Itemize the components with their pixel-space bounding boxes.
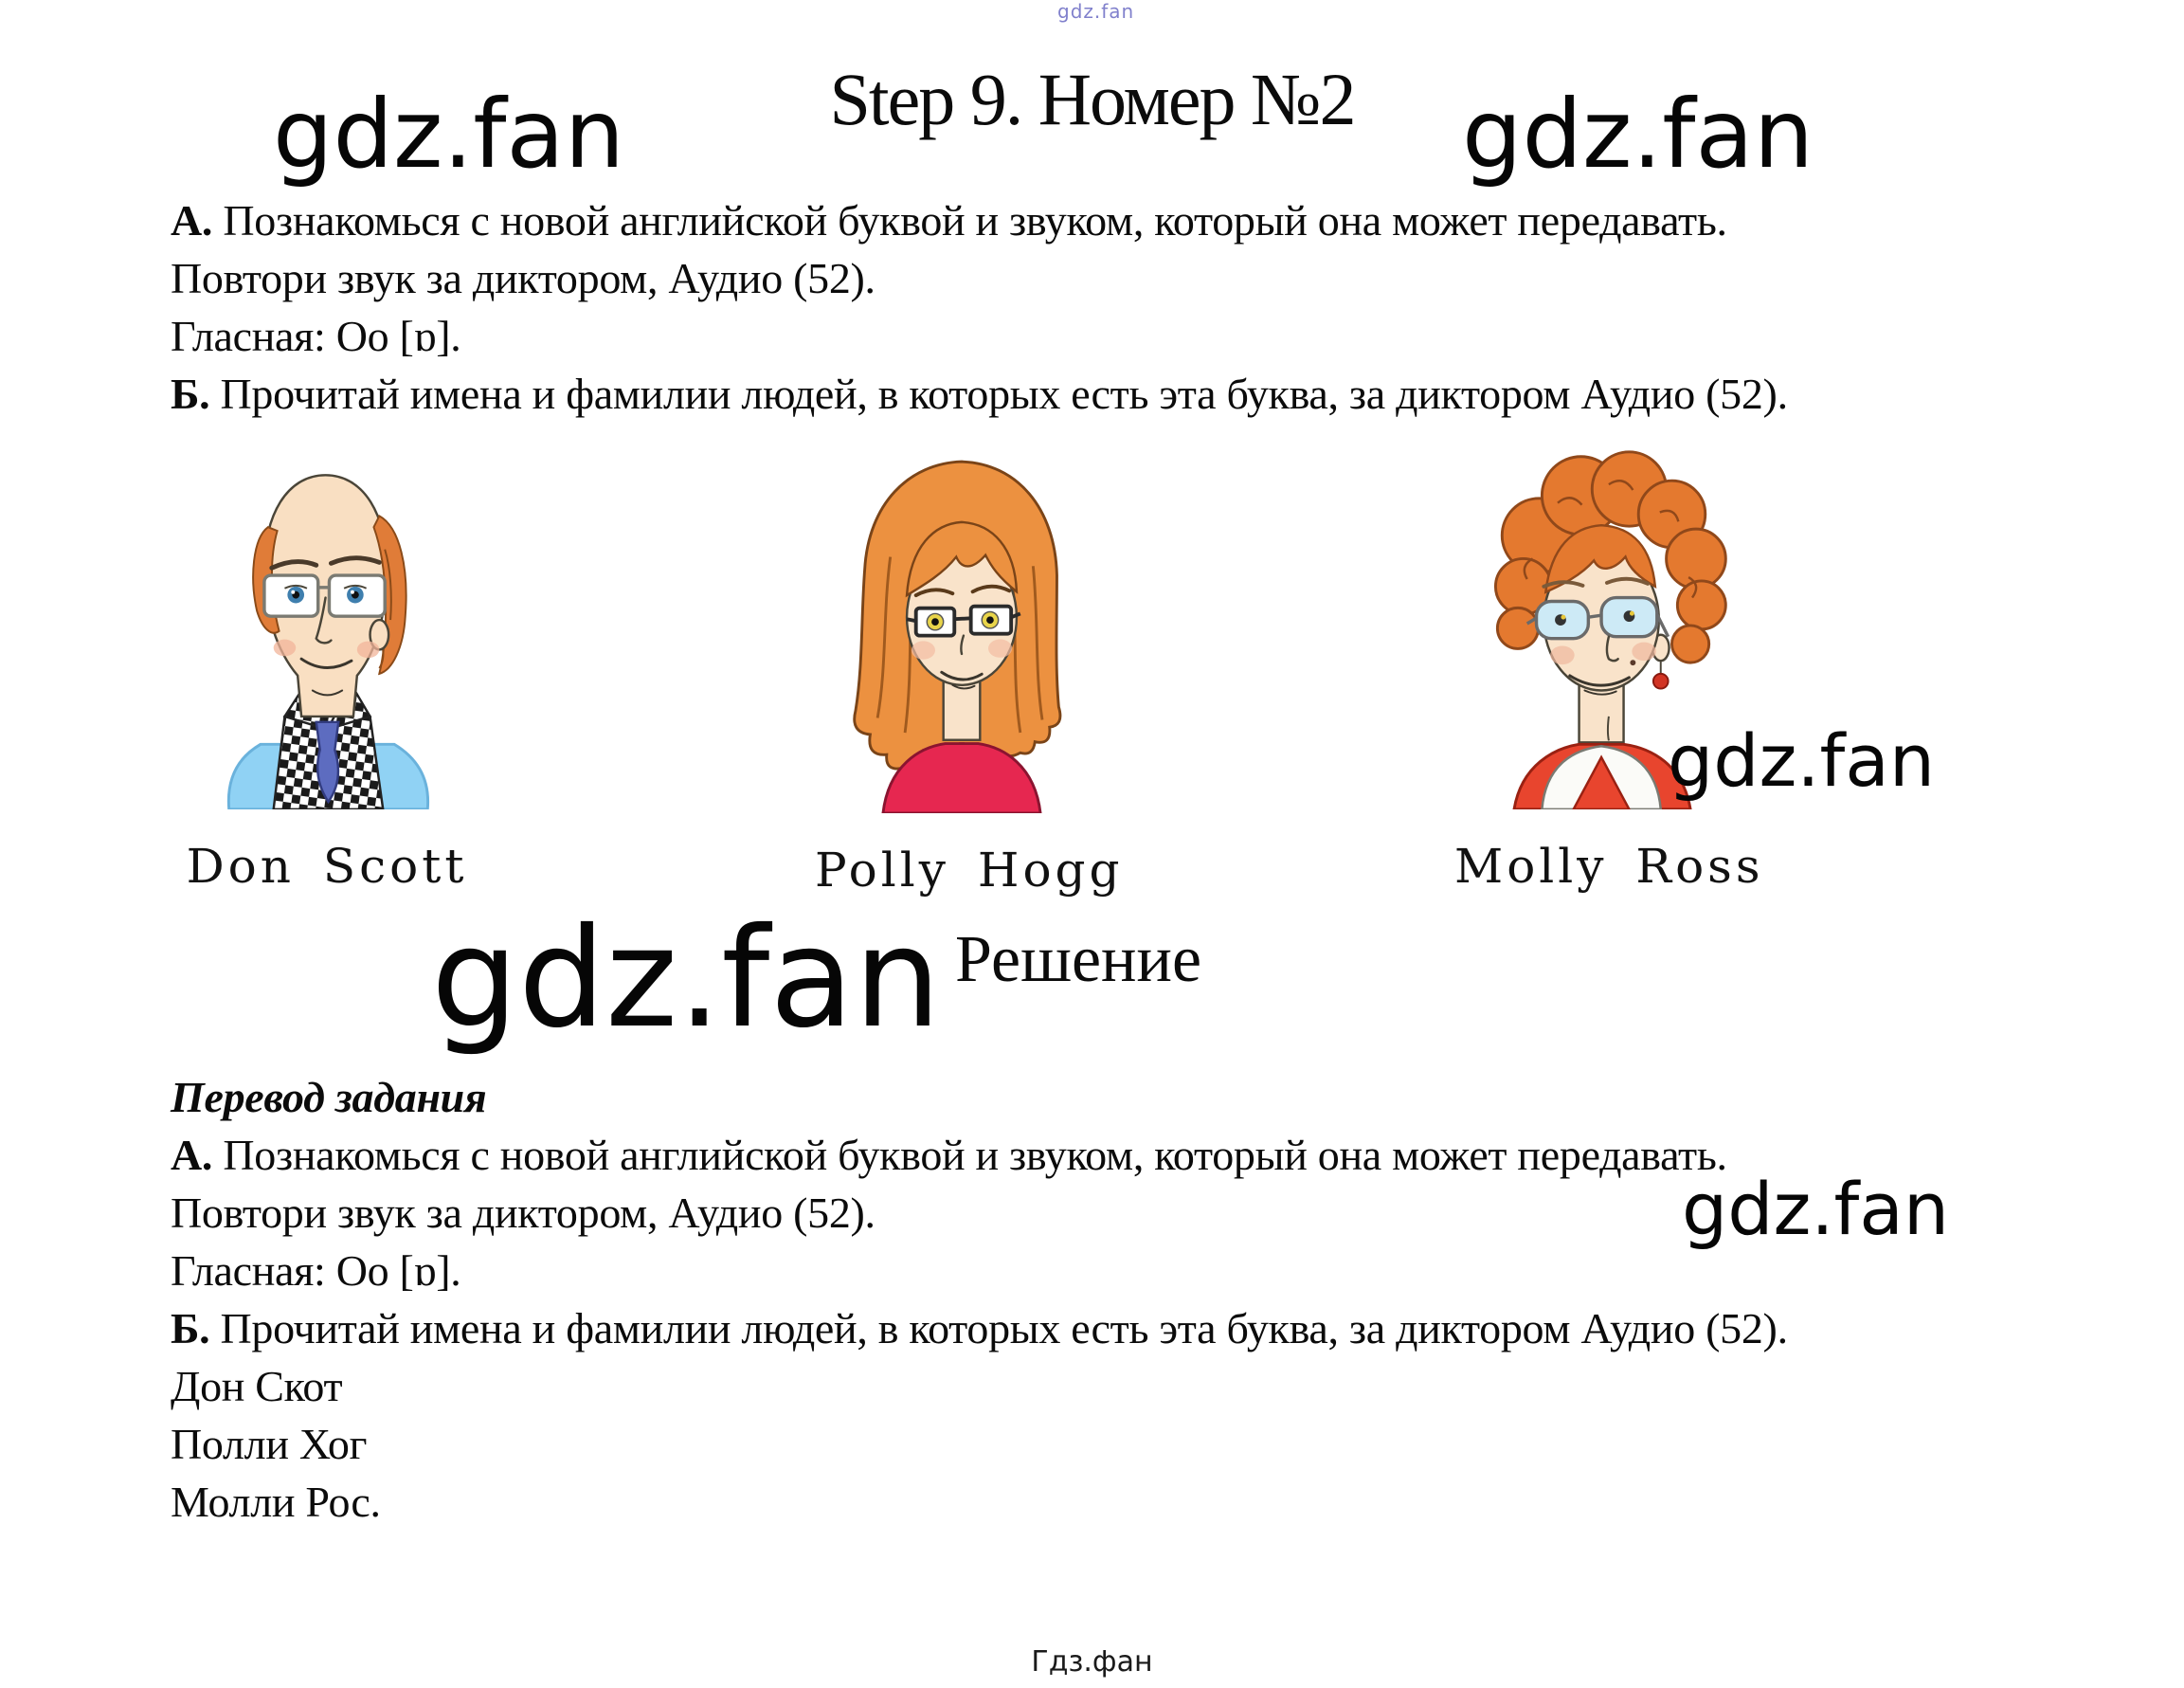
watermark-top-left: gdz.fan (273, 79, 625, 190)
solution-answer-polly: Полли Хог (171, 1420, 368, 1468)
page-title: Step 9. Номер №2 (829, 58, 1355, 140)
watermark-middle-right: gdz.fan (1668, 718, 1936, 803)
task-line-repeat: Повтори звук за диктором, Аудио (52). (171, 254, 875, 302)
task-text-b: Прочитай имена и фамилии людей, в которых есть эта буква, за диктором Аудио (52). (220, 370, 1788, 418)
watermark-top-right: gdz.fan (1462, 79, 1814, 190)
portrait-name-polly-hogg: Polly Hogg (815, 843, 1124, 898)
footer-site-name: Гдз.фан (1031, 1645, 1153, 1679)
watermark-top-tiny: gdz.fan (1057, 0, 1135, 23)
solution-answer-molly: Молли Рос. (171, 1478, 381, 1526)
task-label-a: А. (171, 196, 213, 245)
solution-subheading: Перевод задания (171, 1073, 487, 1121)
portrait-polly-hogg-illustration (821, 438, 1102, 813)
solution-line-repeat: Повтори звук за диктором, Аудио (52). (171, 1189, 875, 1237)
solution-text-a: Познакомься с новой английской буквой и звуком, который она может передавать. (223, 1131, 1727, 1179)
task-line-b (171, 365, 2170, 423)
portrait-name-don-scott: Don Scott (186, 839, 468, 894)
portrait-figure-don-scott (185, 438, 469, 894)
task-line-vowel: Гласная: Оо [ɒ]. (171, 312, 461, 360)
solution-line-b (171, 1299, 2170, 1357)
portrait-don-scott-illustration (216, 438, 439, 809)
solution-text-b: Прочитай имена и фамилии людей, в которых есть эта буква, за диктором Аудио (52). (220, 1304, 1788, 1352)
watermark-solution-big: gdz.fan (431, 898, 942, 1059)
watermark-solution-right: gdz.fan (1682, 1167, 1950, 1251)
task-line-a (171, 191, 2170, 249)
solution-label-a: А. (171, 1131, 213, 1179)
task-block (171, 191, 2170, 423)
solution-block (171, 1068, 2170, 1531)
portrait-name-molly-ross: Molly Ross (1454, 839, 1764, 894)
task-text-a: Познакомься с новой английской буквой и звуком, который она может передавать. (223, 196, 1727, 245)
portrait-figure-polly-hogg (815, 438, 1124, 898)
portrait-figure-molly-ross (1454, 438, 1764, 894)
task-label-b: Б. (171, 370, 210, 418)
solution-answer-don: Дон Скот (171, 1362, 343, 1410)
solution-line-vowel: Гласная: Оо [ɒ]. (171, 1246, 461, 1295)
solution-label-b: Б. (171, 1304, 210, 1352)
solution-heading: Решение (955, 923, 1202, 996)
